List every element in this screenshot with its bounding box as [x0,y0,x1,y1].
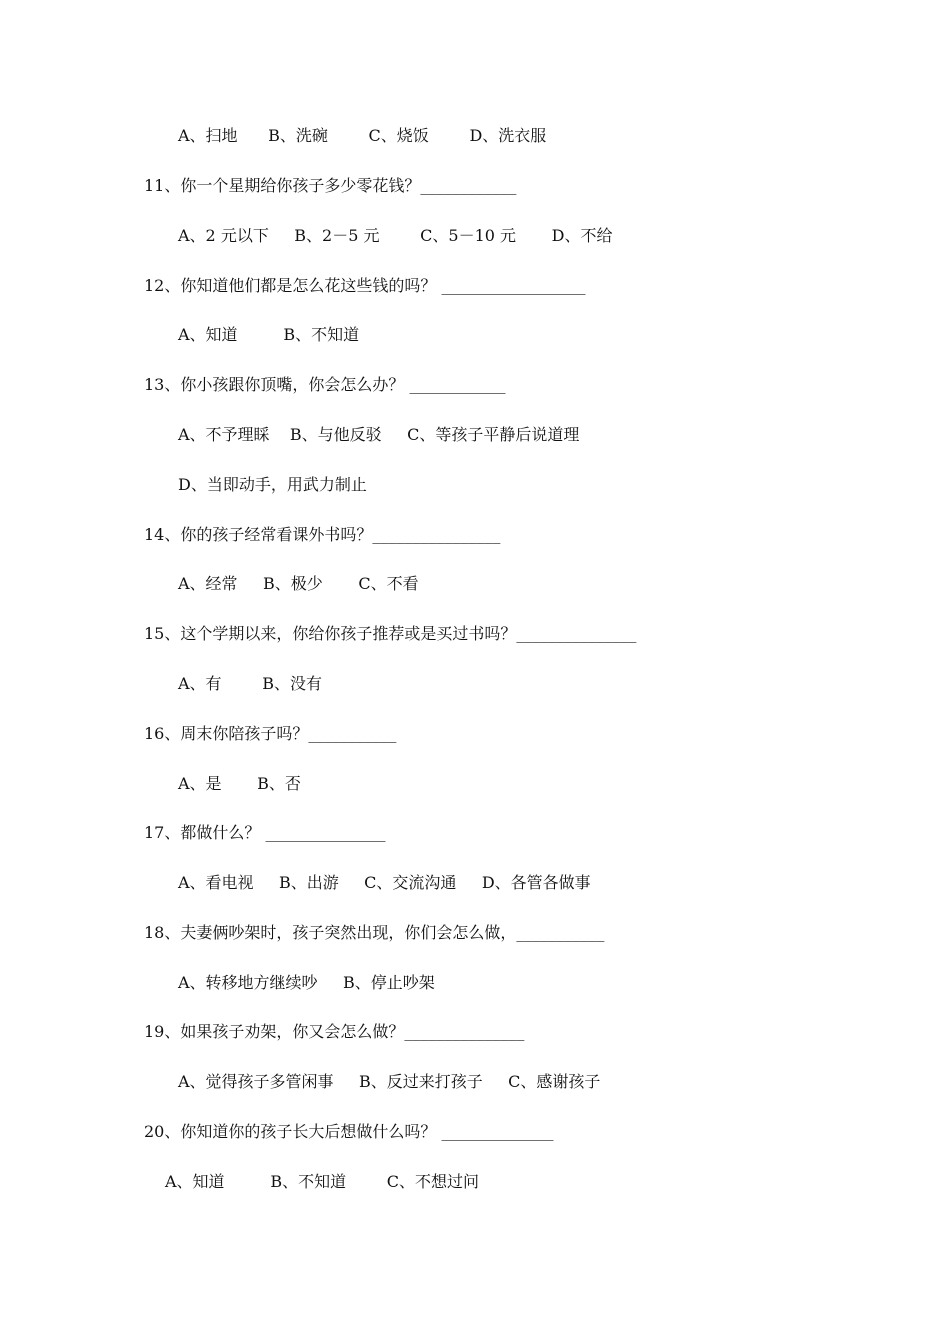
question-text: 12、你知道他们都是怎么花这些钱的吗？ [144,276,442,295]
options-q20 [165,1171,479,1193]
options-q18 [178,972,435,994]
answer-blank[interactable]: ___________ [516,923,605,942]
question-text: 14、你的孩子经常看课外书吗？ [144,525,373,544]
question-16 [144,723,396,745]
question-text: 20、你知道你的孩子长大后想做什么吗？ [144,1122,442,1141]
question-14 [144,524,500,546]
options-text: A、经常 B、极少 C、不看 [178,574,419,593]
answer-blank[interactable]: ______________ [441,1122,554,1141]
options-q17 [178,872,591,894]
options-q11 [178,225,612,247]
question-13 [144,374,505,396]
options-text: A、知道 B、不知道 C、不想过问 [165,1172,480,1191]
question-text: 18、夫妻俩吵架时，孩子突然出现，你们会怎么做， [144,923,517,942]
options-text: D、当即动手，用武力制止 [178,475,367,494]
options-text: A、觉得孩子多管闲事 B、反过来打孩子 C、感谢孩子 [178,1072,601,1091]
question-18 [144,922,604,944]
question-11 [144,175,516,197]
options-q10 [178,125,546,147]
question-17 [144,822,385,844]
question-19 [144,1021,524,1043]
options-text: A、转移地方继续吵 B、停止吵架 [178,973,435,992]
options-q14 [178,573,419,595]
question-20 [144,1121,553,1143]
options-text: A、不予理睬 B、与他反驳 C、等孩子平静后说道理 [178,425,580,444]
options-text: A、扫地 B、洗碗 C、烧饭 D、洗衣服 [178,126,547,145]
answer-blank[interactable]: ____________ [420,176,517,195]
answer-blank[interactable]: ________________ [372,525,501,544]
options-q12 [178,324,359,346]
question-text: 19、如果孩子劝架，你又会怎么做？ [144,1022,405,1041]
options-q13-continued [178,474,367,496]
answer-blank[interactable]: _______________ [404,1022,525,1041]
options-text: A、看电视 B、出游 C、交流沟通 D、各管各做事 [178,873,591,892]
options-text: A、2 元以下 B、2－5 元 C、5－10 元 D、不给 [178,226,613,245]
question-text: 13、你小孩跟你顶嘴，你会怎么办？ [144,375,410,394]
options-text: A、知道 B、不知道 [178,325,360,344]
question-text: 17、都做什么？ [144,823,266,842]
answer-blank[interactable]: ___________ [308,724,397,743]
options-q15 [178,673,322,695]
options-text: A、有 B、没有 [178,674,323,693]
answer-blank[interactable]: ____________ [409,375,506,394]
options-q19 [178,1071,600,1093]
options-text: A、是 B、否 [178,774,301,793]
question-15 [144,623,636,645]
answer-blank[interactable]: __________________ [441,276,586,295]
answer-blank[interactable]: _______________ [516,624,637,643]
question-text: 11、你一个星期给你孩子多少零花钱？ [144,176,421,195]
question-12 [144,275,585,297]
question-text: 16、周末你陪孩子吗？ [144,724,309,743]
question-text: 15、这个学期以来，你给你孩子推荐或是买过书吗？ [144,624,517,643]
options-q16 [178,773,301,795]
answer-blank[interactable]: _______________ [265,823,386,842]
options-q13 [178,424,579,446]
